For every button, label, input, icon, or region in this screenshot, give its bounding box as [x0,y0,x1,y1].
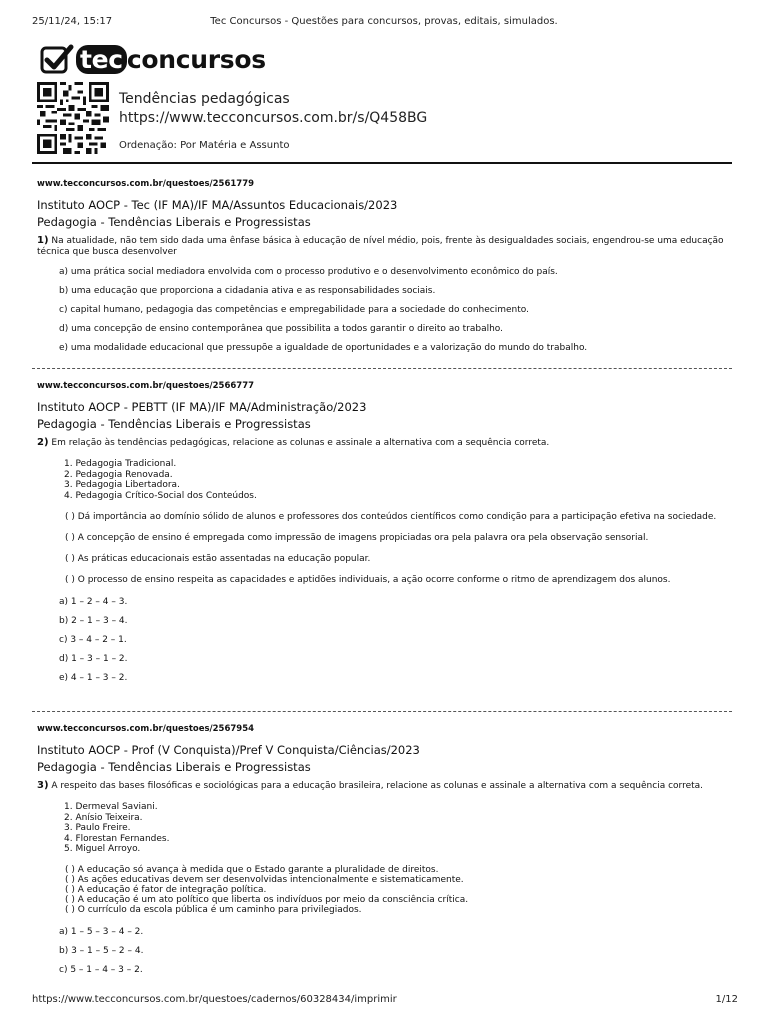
statement: ( ) A concepção de ensino é empregada como impressão de imagens propiciadas ora pela palavra ora pela observação sensorial. [65,533,649,543]
notebook-url[interactable]: https://www.tecconcursos.com.br/s/Q458BG [119,110,428,126]
list-item: 2. Pedagogia Renovada. [64,469,173,480]
question-block [37,724,737,975]
qr-code-icon [37,82,109,154]
alternative-option[interactable]: c) 5 – 1 – 4 – 3 – 2. [59,964,143,975]
alternatives [37,597,737,683]
print-page-title: Tec Concursos - Questões para concursos, provas, editais, simulados. [210,16,558,27]
question-link[interactable]: www.tecconcursos.com.br/questoes/2561779 [37,179,255,189]
print-footer-url: https://www.tecconcursos.com.br/questoes/cadernos/60328434/imprimir [32,994,397,1005]
alternative-option[interactable]: a) 1 – 2 – 4 – 3. [59,597,128,607]
alternative-option[interactable]: b) 3 – 1 – 5 – 2 – 4. [59,945,144,956]
statement: ( ) As práticas educacionais estão assentadas na educação popular. [65,554,371,564]
statement-list [65,512,737,585]
question-board: Instituto AOCP - Prof (V Conquista)/Pref V Conquista/Ciências/2023 [37,743,420,757]
list-item: 4. Florestan Fernandes. [64,833,170,844]
print-datetime: 25/11/24, 15:17 [32,16,113,27]
question-subject: Pedagogia - Tendências Liberais e Progressistas [37,760,311,774]
question-board: Instituto AOCP - PEBTT (IF MA)/IF MA/Administração/2023 [37,400,367,414]
brand-name: tec concursos [76,45,266,74]
question-stem: 1) Na atualidade, não tem sido dada uma ênfase básica à educação de nível médio, pois, frente às desigualdades sociais, engendrou-se uma educação técnica que busca desenvolver [37,235,724,257]
question-divider [32,368,732,369]
question-stem: 3) A respeito das bases filosóficas e sociológicas para a educação brasileira, relacione as colunas e assinale a alternativa com a sequência correta. [37,780,704,791]
list-item: 2. Anísio Teixeira. [64,812,143,823]
question-link[interactable]: www.tecconcursos.com.br/questoes/2567954 [37,724,255,734]
statement: ( ) A educação é fator de integração política. [65,884,267,895]
list-item: 4. Pedagogia Crítico-Social dos Conteúdos. [64,490,257,501]
alternative-option[interactable]: d) uma concepção de ensino contemporânea que possibilita a todos garantir o direito ao trabalho. [59,324,504,334]
alternative-option[interactable]: e) uma modalidade educacional que pressupõe a igualdade de oportunidades e a valorização do mundo do trabalho. [59,343,588,353]
notebook-ordering: Ordenação: Por Matéria e Assunto [119,140,290,151]
list-item: 1. Dermeval Saviani. [64,802,158,812]
question-divider [32,711,732,712]
alternative-option[interactable]: e) 4 – 1 – 3 – 2. [59,673,128,683]
list-item: 1. Pedagogia Tradicional. [64,459,177,469]
question-number: 2) [37,437,49,448]
column-items [64,459,737,501]
statement: ( ) O processo de ensino respeita as capacidades e aptidões individuais, a ação ocorre conforme o ritmo de aprendizagem dos alunos. [65,575,671,585]
statement: ( ) A educação só avança à medida que o Estado garante a pluralidade de direitos. [65,864,439,875]
header-divider [32,162,732,164]
statement: ( ) O currículo da escola pública é um caminho para privilegiados. [65,904,362,915]
alternatives [37,927,737,975]
alternative-option[interactable]: a) 1 – 5 – 3 – 4 – 2. [59,926,144,937]
alternatives [37,267,737,353]
question-block [37,179,737,353]
question-stem: 2) Em relação às tendências pedagógicas, relacione as colunas e assinale a alternativa com a sequência correta. [37,437,550,448]
alternative-option[interactable]: a) uma prática social mediadora envolvida com o processo produtivo e o desenvolvimento econômico do país. [59,267,558,277]
list-item: 3. Paulo Freire. [64,823,131,833]
question-board: Instituto AOCP - Tec (IF MA)/IF MA/Assuntos Educacionais/2023 [37,198,398,212]
notebook-title: Tendências pedagógicas [119,91,290,107]
brand-logo[interactable] [40,44,266,74]
list-item: 5. Miguel Arroyo. [64,844,141,854]
statement: ( ) A educação é um ato político que liberta os indivíduos por meio da consciência crítica. [65,894,469,905]
statement: ( ) Dá importância ao domínio sólido de alunos e professores dos conteúdos científicos como condição para a participação efetiva na sociedade. [65,512,717,522]
alternative-option[interactable]: d) 1 – 3 – 1 – 2. [59,654,128,664]
question-link[interactable]: www.tecconcursos.com.br/questoes/2566777 [37,381,255,391]
question-subject: Pedagogia - Tendências Liberais e Progressistas [37,215,311,229]
column-items [64,802,737,855]
print-page-number: 1/12 [715,994,738,1005]
alternative-option[interactable]: c) 3 – 4 – 2 – 1. [59,635,127,645]
question-number: 1) [37,235,49,246]
question-block [37,381,737,683]
alternative-option[interactable]: b) uma educação que proporciona a cidadania ativa e as responsabilidades sociais. [59,286,436,296]
list-item: 3. Pedagogia Libertadora. [64,480,180,490]
alternative-option[interactable]: b) 2 – 1 – 3 – 4. [59,616,128,626]
alternative-option[interactable]: c) capital humano, pedagogia das competências e empregabilidade para a sociedade do conhecimento. [59,305,529,315]
question-subject: Pedagogia - Tendências Liberais e Progressistas [37,417,311,431]
question-number: 3) [37,780,49,791]
statement: ( ) As ações educativas devem ser desenvolvidas intencionalmente e sistematicamente. [65,874,464,885]
checkmark-icon [40,44,74,74]
statement-list [65,865,737,915]
